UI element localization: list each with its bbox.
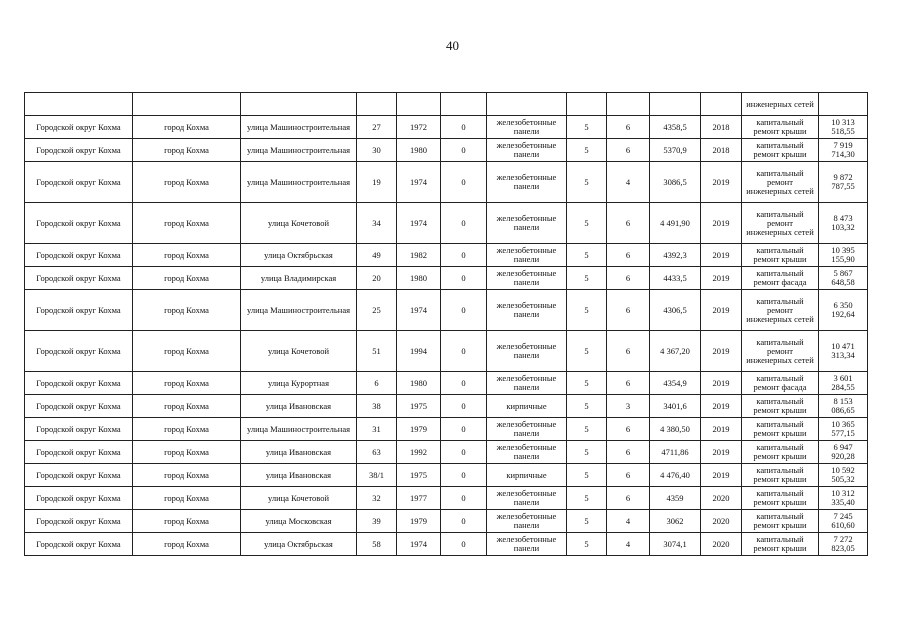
cell-year: 1972 bbox=[397, 116, 441, 139]
cell-house: 58 bbox=[357, 533, 397, 556]
table-row bbox=[25, 395, 868, 418]
cell-street: улица Кочетовой bbox=[241, 331, 357, 372]
cell-house: 6 bbox=[357, 372, 397, 395]
cell-entrances: 3 bbox=[607, 395, 650, 418]
table-row bbox=[25, 116, 868, 139]
cell-city: город Кохма bbox=[133, 162, 241, 203]
cell-plan-year: 2019 bbox=[701, 372, 742, 395]
cell-material: железобетонные панели bbox=[487, 441, 567, 464]
cell-entrances: 6 bbox=[607, 139, 650, 162]
cell-work: капитальный ремонт инженерных сетей bbox=[742, 203, 819, 244]
cell-district: Городской округ Кохма bbox=[25, 267, 133, 290]
cell-district: Городской округ Кохма bbox=[25, 487, 133, 510]
cell-street: улица Октябрьская bbox=[241, 244, 357, 267]
cell-floors: 5 bbox=[567, 203, 607, 244]
cell-city: город Кохма bbox=[133, 395, 241, 418]
cell-work: капитальный ремонт крыши bbox=[742, 116, 819, 139]
cell-year: 1974 bbox=[397, 290, 441, 331]
cell-plan-year: 2019 bbox=[701, 441, 742, 464]
cell-floors: 5 bbox=[567, 331, 607, 372]
cell-city: город Кохма bbox=[133, 533, 241, 556]
cell-col6: 0 bbox=[441, 510, 487, 533]
cell-floors: 5 bbox=[567, 464, 607, 487]
table-row bbox=[25, 372, 868, 395]
cell-street: улица Ивановская bbox=[241, 395, 357, 418]
cell-house: 39 bbox=[357, 510, 397, 533]
cell-cost: 6 947 920,28 bbox=[819, 441, 868, 464]
cell-city: город Кохма bbox=[133, 510, 241, 533]
cell-entrances: 6 bbox=[607, 487, 650, 510]
cell-area: 3401,6 bbox=[650, 395, 701, 418]
cell-entrances: 4 bbox=[607, 162, 650, 203]
cell-year: 1975 bbox=[397, 464, 441, 487]
cell-entrances: 6 bbox=[607, 441, 650, 464]
cell-street: улица Машиностроительная bbox=[241, 418, 357, 441]
cell-district: Городской округ Кохма bbox=[25, 331, 133, 372]
cell-house: 25 bbox=[357, 290, 397, 331]
cell-house: 31 bbox=[357, 418, 397, 441]
cell-year: 1979 bbox=[397, 418, 441, 441]
cell-district: Городской округ Кохма bbox=[25, 244, 133, 267]
table-row bbox=[25, 487, 868, 510]
cell-col6: 0 bbox=[441, 372, 487, 395]
cell-house: 32 bbox=[357, 487, 397, 510]
cell-work: капитальный ремонт крыши bbox=[742, 510, 819, 533]
cell-work: капитальный ремонт крыши bbox=[742, 418, 819, 441]
cell-work: капитальный ремонт фасада bbox=[742, 267, 819, 290]
cell-cost: 3 601 284,55 bbox=[819, 372, 868, 395]
cell-cost: 7 272 823,05 bbox=[819, 533, 868, 556]
cell-house: 51 bbox=[357, 331, 397, 372]
cell-material bbox=[487, 93, 567, 116]
table-row bbox=[25, 244, 868, 267]
cell-material: железобетонные панели bbox=[487, 139, 567, 162]
cell-district: Городской округ Кохма bbox=[25, 139, 133, 162]
cell-cost: 10 312 335,40 bbox=[819, 487, 868, 510]
cell-year: 1994 bbox=[397, 331, 441, 372]
cell-house: 38/1 bbox=[357, 464, 397, 487]
cell-area: 4 491,90 bbox=[650, 203, 701, 244]
cell-city: город Кохма bbox=[133, 139, 241, 162]
cell-year bbox=[397, 93, 441, 116]
cell-entrances: 6 bbox=[607, 331, 650, 372]
cell-col6: 0 bbox=[441, 418, 487, 441]
cell-street: улица Ивановская bbox=[241, 464, 357, 487]
cell-col6: 0 bbox=[441, 162, 487, 203]
cell-material: железобетонные панели bbox=[487, 331, 567, 372]
cell-work: капитальный ремонт инженерных сетей bbox=[742, 290, 819, 331]
cell-entrances: 6 bbox=[607, 116, 650, 139]
cell-floors: 5 bbox=[567, 267, 607, 290]
cell-floors: 5 bbox=[567, 487, 607, 510]
cell-floors: 5 bbox=[567, 372, 607, 395]
cell-year: 1980 bbox=[397, 267, 441, 290]
cell-plan-year: 2018 bbox=[701, 139, 742, 162]
cell-city: город Кохма bbox=[133, 244, 241, 267]
cell-material: кирпичные bbox=[487, 395, 567, 418]
cell-area: 4392,3 bbox=[650, 244, 701, 267]
cell-house: 30 bbox=[357, 139, 397, 162]
cell-floors: 5 bbox=[567, 244, 607, 267]
table-row bbox=[25, 464, 868, 487]
cell-floors: 5 bbox=[567, 533, 607, 556]
cell-work: капитальный ремонт крыши bbox=[742, 487, 819, 510]
cell-area bbox=[650, 93, 701, 116]
cell-house: 27 bbox=[357, 116, 397, 139]
cell-floors: 5 bbox=[567, 418, 607, 441]
cell-floors: 5 bbox=[567, 162, 607, 203]
cell-work: капитальный ремонт крыши bbox=[742, 395, 819, 418]
cell-col6: 0 bbox=[441, 139, 487, 162]
cell-col6: 0 bbox=[441, 244, 487, 267]
cell-col6 bbox=[441, 93, 487, 116]
cell-material: железобетонные панели bbox=[487, 372, 567, 395]
cell-street: улица Октябрьская bbox=[241, 533, 357, 556]
cell-plan-year: 2019 bbox=[701, 464, 742, 487]
cell-material: кирпичные bbox=[487, 464, 567, 487]
cell-col6: 0 bbox=[441, 290, 487, 331]
table-row bbox=[25, 162, 868, 203]
cell-material: железобетонные панели bbox=[487, 267, 567, 290]
cell-work: капитальный ремонт крыши bbox=[742, 464, 819, 487]
cell-col6: 0 bbox=[441, 331, 487, 372]
cell-street: улица Машиностроительная bbox=[241, 162, 357, 203]
cell-district: Городской округ Кохма bbox=[25, 162, 133, 203]
cell-plan-year: 2020 bbox=[701, 510, 742, 533]
cell-cost: 7 245 610,60 bbox=[819, 510, 868, 533]
table-row bbox=[25, 139, 868, 162]
cell-entrances: 6 bbox=[607, 464, 650, 487]
cell-plan-year: 2019 bbox=[701, 244, 742, 267]
cell-area: 4 367,20 bbox=[650, 331, 701, 372]
cell-entrances: 6 bbox=[607, 418, 650, 441]
cell-cost: 5 867 648,58 bbox=[819, 267, 868, 290]
housing-repair-table bbox=[24, 92, 868, 556]
cell-material: железобетонные панели bbox=[487, 487, 567, 510]
table-row bbox=[25, 331, 868, 372]
cell-year: 1974 bbox=[397, 533, 441, 556]
cell-city: город Кохма bbox=[133, 267, 241, 290]
table-row bbox=[25, 510, 868, 533]
cell-col6: 0 bbox=[441, 267, 487, 290]
cell-city bbox=[133, 93, 241, 116]
cell-work: капитальный ремонт инженерных сетей bbox=[742, 162, 819, 203]
cell-material: железобетонные панели bbox=[487, 116, 567, 139]
cell-entrances: 4 bbox=[607, 533, 650, 556]
cell-house: 34 bbox=[357, 203, 397, 244]
cell-plan-year: 2020 bbox=[701, 533, 742, 556]
cell-district: Городской округ Кохма bbox=[25, 203, 133, 244]
cell-year: 1992 bbox=[397, 441, 441, 464]
cell-cost: 10 395 155,90 bbox=[819, 244, 868, 267]
cell-material: железобетонные панели bbox=[487, 244, 567, 267]
cell-plan-year: 2019 bbox=[701, 267, 742, 290]
cell-district: Городской округ Кохма bbox=[25, 418, 133, 441]
cell-area: 4306,5 bbox=[650, 290, 701, 331]
cell-material: железобетонные панели bbox=[487, 203, 567, 244]
cell-plan-year: 2019 bbox=[701, 203, 742, 244]
cell-street: улица Московская bbox=[241, 510, 357, 533]
cell-district: Городской округ Кохма bbox=[25, 395, 133, 418]
cell-district: Городской округ Кохма bbox=[25, 372, 133, 395]
cell-street: улица Кочетовой bbox=[241, 203, 357, 244]
cell-area: 4359 bbox=[650, 487, 701, 510]
cell-col6: 0 bbox=[441, 441, 487, 464]
cell-area: 3086,5 bbox=[650, 162, 701, 203]
cell-col6: 0 bbox=[441, 487, 487, 510]
cell-area: 4711,86 bbox=[650, 441, 701, 464]
cell-city: город Кохма bbox=[133, 418, 241, 441]
page-number: 40 bbox=[446, 38, 459, 53]
cell-material: железобетонные панели bbox=[487, 290, 567, 331]
cell-cost: 10 592 505,32 bbox=[819, 464, 868, 487]
cell-work: капитальный ремонт фасада bbox=[742, 372, 819, 395]
table-row bbox=[25, 267, 868, 290]
cell-entrances: 6 bbox=[607, 290, 650, 331]
cell-material: железобетонные панели bbox=[487, 533, 567, 556]
cell-plan-year: 2019 bbox=[701, 395, 742, 418]
cell-col6: 0 bbox=[441, 395, 487, 418]
table-row-fragment bbox=[25, 93, 868, 116]
cell-district: Городской округ Кохма bbox=[25, 116, 133, 139]
cell-floors: 5 bbox=[567, 441, 607, 464]
cell-year: 1974 bbox=[397, 203, 441, 244]
cell-city: город Кохма bbox=[133, 372, 241, 395]
cell-entrances: 6 bbox=[607, 267, 650, 290]
cell-col6: 0 bbox=[441, 203, 487, 244]
cell-district: Городской округ Кохма bbox=[25, 510, 133, 533]
cell-plan-year: 2019 bbox=[701, 418, 742, 441]
cell-house: 19 bbox=[357, 162, 397, 203]
cell-street: улица Машиностроительная bbox=[241, 139, 357, 162]
cell-house: 63 bbox=[357, 441, 397, 464]
cell-work: капитальный ремонт крыши bbox=[742, 139, 819, 162]
cell-floors: 5 bbox=[567, 510, 607, 533]
cell-city: город Кохма bbox=[133, 441, 241, 464]
cell-entrances: 6 bbox=[607, 372, 650, 395]
cell-year: 1975 bbox=[397, 395, 441, 418]
cell-area: 4 476,40 bbox=[650, 464, 701, 487]
cell-area: 4358,5 bbox=[650, 116, 701, 139]
cell-city: город Кохма bbox=[133, 203, 241, 244]
cell-district: Городской округ Кохма bbox=[25, 290, 133, 331]
cell-floors bbox=[567, 93, 607, 116]
cell-area: 3074,1 bbox=[650, 533, 701, 556]
cell-city: город Кохма bbox=[133, 487, 241, 510]
cell-year: 1977 bbox=[397, 487, 441, 510]
cell-col6: 0 bbox=[441, 116, 487, 139]
cell-entrances: 4 bbox=[607, 510, 650, 533]
cell-street bbox=[241, 93, 357, 116]
cell-street: улица Кочетовой bbox=[241, 487, 357, 510]
cell-city: город Кохма bbox=[133, 116, 241, 139]
cell-plan-year: 2020 bbox=[701, 487, 742, 510]
table-row bbox=[25, 418, 868, 441]
cell-street: улица Ивановская bbox=[241, 441, 357, 464]
cell-col6: 0 bbox=[441, 533, 487, 556]
cell-cost: 10 471 313,34 bbox=[819, 331, 868, 372]
cell-cost: 8 153 086,65 bbox=[819, 395, 868, 418]
cell-material: железобетонные панели bbox=[487, 510, 567, 533]
cell-year: 1980 bbox=[397, 372, 441, 395]
cell-plan-year: 2018 bbox=[701, 116, 742, 139]
cell-house: 49 bbox=[357, 244, 397, 267]
cell-city: город Кохма bbox=[133, 331, 241, 372]
cell-work: капитальный ремонт крыши bbox=[742, 244, 819, 267]
cell-area: 4433,5 bbox=[650, 267, 701, 290]
cell-street: улица Курортная bbox=[241, 372, 357, 395]
cell-floors: 5 bbox=[567, 116, 607, 139]
cell-year: 1980 bbox=[397, 139, 441, 162]
cell-material: железобетонные панели bbox=[487, 162, 567, 203]
cell-house: 38 bbox=[357, 395, 397, 418]
cell-street: улица Машиностроительная bbox=[241, 290, 357, 331]
cell-house: 20 bbox=[357, 267, 397, 290]
cell-entrances: 6 bbox=[607, 244, 650, 267]
cell-district bbox=[25, 93, 133, 116]
cell-cost bbox=[819, 93, 868, 116]
cell-city: город Кохма bbox=[133, 290, 241, 331]
cell-district: Городской округ Кохма bbox=[25, 533, 133, 556]
cell-entrances bbox=[607, 93, 650, 116]
cell-year: 1974 bbox=[397, 162, 441, 203]
cell-district: Городской округ Кохма bbox=[25, 441, 133, 464]
cell-cost: 10 365 577,15 bbox=[819, 418, 868, 441]
table-row bbox=[25, 533, 868, 556]
cell-area: 3062 bbox=[650, 510, 701, 533]
cell-floors: 5 bbox=[567, 395, 607, 418]
cell-street: улица Машиностроительная bbox=[241, 116, 357, 139]
cell-floors: 5 bbox=[567, 290, 607, 331]
cell-entrances: 6 bbox=[607, 203, 650, 244]
cell-plan-year: 2019 bbox=[701, 331, 742, 372]
cell-year: 1979 bbox=[397, 510, 441, 533]
cell-cost: 6 350 192,64 bbox=[819, 290, 868, 331]
cell-street: улица Владимирская bbox=[241, 267, 357, 290]
cell-work: капитальный ремонт инженерных сетей bbox=[742, 331, 819, 372]
cell-house bbox=[357, 93, 397, 116]
cell-work: капитальный ремонт крыши bbox=[742, 533, 819, 556]
cell-district: Городской округ Кохма bbox=[25, 464, 133, 487]
cell-city: город Кохма bbox=[133, 464, 241, 487]
cell-year: 1982 bbox=[397, 244, 441, 267]
cell-cost: 7 919 714,30 bbox=[819, 139, 868, 162]
cell-plan-year bbox=[701, 93, 742, 116]
table-row bbox=[25, 441, 868, 464]
cell-plan-year: 2019 bbox=[701, 162, 742, 203]
cell-area: 5370,9 bbox=[650, 139, 701, 162]
cell-material: железобетонные панели bbox=[487, 418, 567, 441]
cell-plan-year: 2019 bbox=[701, 290, 742, 331]
cell-area: 4354,9 bbox=[650, 372, 701, 395]
cell-col6: 0 bbox=[441, 464, 487, 487]
cell-cost: 8 473 103,32 bbox=[819, 203, 868, 244]
cell-work: капитальный ремонт крыши bbox=[742, 441, 819, 464]
table-row bbox=[25, 290, 868, 331]
cell-floors: 5 bbox=[567, 139, 607, 162]
cell-area: 4 380,50 bbox=[650, 418, 701, 441]
cell-work: инженерных сетей bbox=[742, 93, 819, 116]
cell-cost: 10 313 518,55 bbox=[819, 116, 868, 139]
cell-cost: 9 872 787,55 bbox=[819, 162, 868, 203]
table-row bbox=[25, 203, 868, 244]
